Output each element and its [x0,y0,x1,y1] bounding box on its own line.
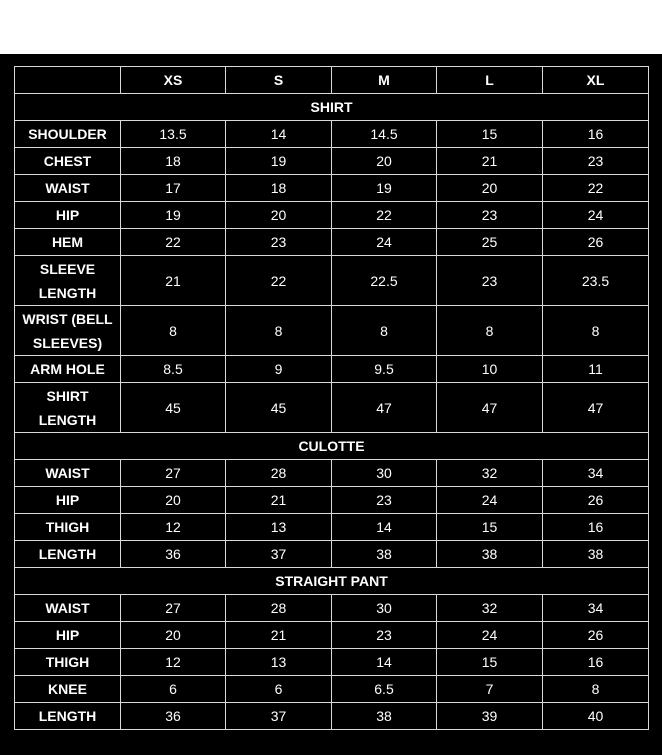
measurement-value-m: 30 [332,595,437,622]
measurement-value-xl: 34 [543,460,649,487]
measurement-value-m: 6.5 [332,676,437,703]
measurement-value-l: 15 [437,514,543,541]
measurement-value-m: 19 [332,175,437,202]
measurement-value-m: 22.5 [332,256,437,306]
measurement-label: LENGTH [15,703,121,730]
measurement-value-xs: 12 [121,514,226,541]
measurement-value-l: 15 [437,121,543,148]
measurement-value-xl: 26 [543,622,649,649]
measurement-value-l: 23 [437,202,543,229]
measurement-value-l: 7 [437,676,543,703]
measurement-label: CHEST [15,148,121,175]
measurement-label: THIGH [15,514,121,541]
measurement-label: THIGH [15,649,121,676]
measurement-value-l: 32 [437,460,543,487]
measurement-label: SHOULDER [15,121,121,148]
table-row [15,306,649,356]
column-header-xs: XS [121,67,226,94]
measurement-value-s: 37 [226,703,332,730]
measurement-value-m: 23 [332,622,437,649]
measurement-value-s: 21 [226,487,332,514]
table-row [15,487,649,514]
measurement-label: LENGTH [15,541,121,568]
measurement-value-xl: 23.5 [543,256,649,306]
table-row [15,356,649,383]
measurement-value-s: 23 [226,229,332,256]
measurement-value-s: 28 [226,460,332,487]
measurement-label: HIP [15,622,121,649]
measurement-label: ARM HOLE [15,356,121,383]
section-title: STRAIGHT PANT [15,568,649,595]
measurement-value-xs: 19 [121,202,226,229]
measurement-value-xl: 40 [543,703,649,730]
measurement-value-xl: 16 [543,649,649,676]
measurement-value-xl: 8 [543,306,649,356]
measurement-label: HEM [15,229,121,256]
measurement-value-m: 23 [332,487,437,514]
measurement-value-xs: 12 [121,649,226,676]
table-row [15,676,649,703]
measurement-value-xs: 22 [121,229,226,256]
table-row [15,514,649,541]
measurement-value-s: 22 [226,256,332,306]
table-row [15,649,649,676]
measurement-value-s: 20 [226,202,332,229]
column-header-xl: XL [543,67,649,94]
table-row [15,383,649,433]
section-title: CULOTTE [15,433,649,460]
measurement-value-l: 8 [437,306,543,356]
measurement-value-m: 14.5 [332,121,437,148]
measurement-label: SHIRT LENGTH [15,383,121,433]
measurement-value-l: 10 [437,356,543,383]
measurement-value-m: 38 [332,541,437,568]
measurement-value-s: 13 [226,649,332,676]
measurement-value-s: 8 [226,306,332,356]
measurement-value-xl: 26 [543,229,649,256]
table-row [15,148,649,175]
measurement-value-m: 38 [332,703,437,730]
measurement-value-xs: 21 [121,256,226,306]
measurement-value-xs: 27 [121,595,226,622]
measurement-value-s: 28 [226,595,332,622]
measurement-value-xl: 26 [543,487,649,514]
measurement-value-xs: 27 [121,460,226,487]
measurement-value-xs: 6 [121,676,226,703]
measurement-value-xs: 20 [121,487,226,514]
measurement-value-m: 22 [332,202,437,229]
column-header-blank [15,67,121,94]
section-row [15,94,649,121]
size-chart-panel [0,54,662,755]
table-row [15,460,649,487]
measurement-value-xl: 22 [543,175,649,202]
measurement-label: SLEEVE LENGTH [15,256,121,306]
column-header-m: M [332,67,437,94]
measurement-value-m: 9.5 [332,356,437,383]
measurement-value-l: 38 [437,541,543,568]
measurement-value-xs: 20 [121,622,226,649]
measurement-value-s: 45 [226,383,332,433]
size-chart-table [14,66,649,730]
measurement-value-xs: 8.5 [121,356,226,383]
measurement-label: WAIST [15,175,121,202]
table-row [15,202,649,229]
size-chart-body [15,94,649,730]
measurement-value-m: 14 [332,514,437,541]
table-row [15,229,649,256]
measurement-label: HIP [15,487,121,514]
measurement-value-m: 24 [332,229,437,256]
measurement-value-m: 47 [332,383,437,433]
measurement-value-xs: 18 [121,148,226,175]
measurement-label: WAIST [15,460,121,487]
measurement-value-xs: 36 [121,703,226,730]
measurement-value-s: 14 [226,121,332,148]
measurement-value-xl: 24 [543,202,649,229]
measurement-value-l: 24 [437,622,543,649]
column-header-l: L [437,67,543,94]
measurement-label: KNEE [15,676,121,703]
section-row [15,433,649,460]
table-row [15,622,649,649]
measurement-value-l: 24 [437,487,543,514]
table-row [15,121,649,148]
measurement-value-xs: 13.5 [121,121,226,148]
measurement-value-s: 9 [226,356,332,383]
header-row [15,67,649,94]
measurement-value-m: 14 [332,649,437,676]
measurement-value-s: 6 [226,676,332,703]
measurement-value-s: 37 [226,541,332,568]
measurement-value-l: 25 [437,229,543,256]
measurement-value-m: 30 [332,460,437,487]
section-row [15,568,649,595]
measurement-value-xl: 47 [543,383,649,433]
measurement-value-l: 20 [437,175,543,202]
measurement-value-l: 23 [437,256,543,306]
measurement-value-m: 20 [332,148,437,175]
measurement-value-s: 13 [226,514,332,541]
measurement-value-xl: 8 [543,676,649,703]
measurement-value-l: 32 [437,595,543,622]
measurement-value-xl: 38 [543,541,649,568]
column-header-s: S [226,67,332,94]
measurement-value-s: 19 [226,148,332,175]
table-row [15,595,649,622]
measurement-value-xl: 11 [543,356,649,383]
measurement-value-xl: 34 [543,595,649,622]
measurement-value-l: 15 [437,649,543,676]
table-row [15,175,649,202]
measurement-value-xl: 16 [543,121,649,148]
measurement-value-xs: 8 [121,306,226,356]
section-title: SHIRT [15,94,649,121]
measurement-value-xl: 16 [543,514,649,541]
measurement-value-xl: 23 [543,148,649,175]
measurement-value-s: 18 [226,175,332,202]
measurement-value-s: 21 [226,622,332,649]
measurement-value-l: 21 [437,148,543,175]
measurement-value-l: 47 [437,383,543,433]
measurement-value-xs: 45 [121,383,226,433]
table-row [15,703,649,730]
table-row [15,541,649,568]
measurement-value-xs: 36 [121,541,226,568]
measurement-value-xs: 17 [121,175,226,202]
measurement-value-m: 8 [332,306,437,356]
measurement-label: HIP [15,202,121,229]
table-row [15,256,649,306]
measurement-label: WRIST (BELL SLEEVES) [15,306,121,356]
measurement-value-l: 39 [437,703,543,730]
measurement-label: WAIST [15,595,121,622]
